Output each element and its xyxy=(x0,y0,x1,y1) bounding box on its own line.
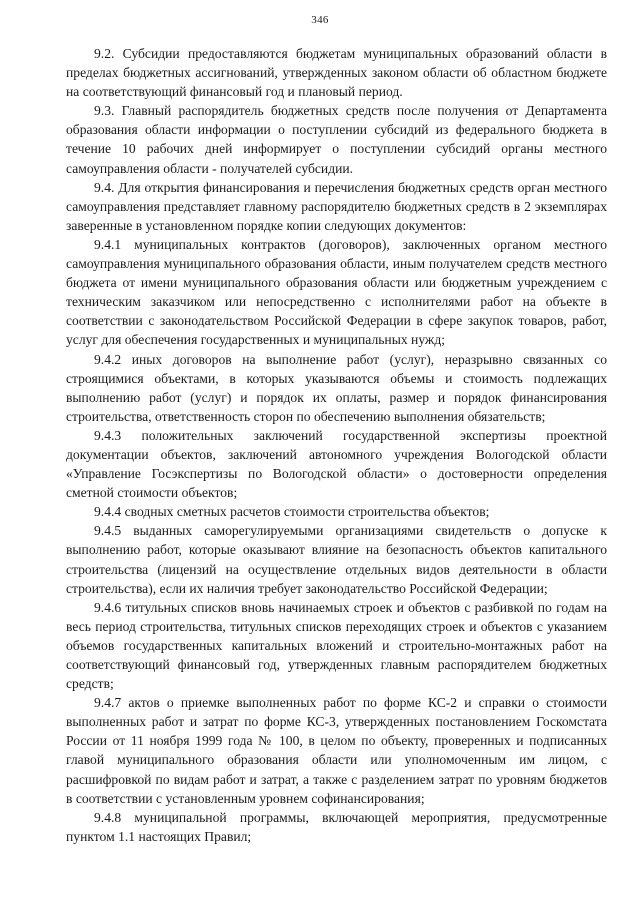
page-number: 346 xyxy=(311,14,329,26)
paragraph-9-4-2: 9.4.2 иных договоров на выполнение работ (услуг), неразрывно связанных со строящимися объектами, в которых указываются объемы и стоимость подлежащих выполнению работ (услуг) и порядок их оплаты, размер и порядок финансирования строительства, ответственность сторон по обеспечению выполнения обязательств; xyxy=(66,351,607,424)
paragraph-9-4-8: 9.4.8 муниципальной программы, включающей мероприятия, предусмотренные пунктом 1.1 настоящих Правил; xyxy=(66,809,607,844)
paragraph-9-4: 9.4. Для открытия финансирования и перечисления бюджетных средств орган местного самоуправления представляет главному распорядителю бюджетных средств в 2 экземплярах заверенные в установленном порядке копии следующих документов: xyxy=(66,179,607,233)
paragraph-9-4-1: 9.4.1 муниципальных контрактов (договоров), заключенных органом местного самоуправления муниципального образования области, иным получателем средств местного бюджета от имени муниципального образования области или бюджетным учреждением с техническим заказчиком или непосредственно с исполнителями работ на объекте в соответствии с законодательством Российской Федерации в сфере закупок товаров, работ, услуг для обеспечения государственных и муниципальных нужд; xyxy=(66,236,607,348)
paragraph-9-4-6: 9.4.6 титульных списков вновь начинаемых строек и объектов с разбивкой по годам на весь период строительства, титульных списков переходящих строек и объектов с указанием объемов государственных капитальных вложений и строительно-монтажных работ на соответствующий финансовый год, утвержденных главным распорядителем бюджетных средств; xyxy=(66,599,607,692)
paragraph-9-4-4: 9.4.4 сводных сметных расчетов стоимости строительства объектов; xyxy=(94,504,490,520)
paragraph-9-4-7: 9.4.7 актов о приемке выполненных работ по форме КС-2 и справки о стоимости выполненных работ и затрат по форме КС-3, утвержденных постановлением Госкомстата России от 11 ноября 1999 года № 100, в целом по объекту, проверенных и подписанных главой муниципального образования области или уполномоченным им лицом, с расшифровкой по видам работ и затрат, а также с разделением затрат по уровням бюджетов в соответствии с установленным уровнем софинансирования; xyxy=(66,695,607,806)
document-body xyxy=(66,44,607,846)
paragraph-9-2: 9.2. Субсидии предоставляются бюджетам муниципальных образований области в пределах бюджетных ассигнований, утвержденных законом области об областном бюджете на соответствующий финансовый год и плановый период. xyxy=(66,46,607,100)
paragraph-9-4-5: 9.4.5 выданных саморегулируемыми организациями свидетельств о допуске к выполнению работ, которые оказывают влияние на безопасность объектов капитального строительства (лицензий на осуществление отдельных видов деятельности в области строительства), если их наличия требует законодательство Российской Федерации; xyxy=(66,523,607,596)
paragraph-9-3: 9.3. Главный распорядитель бюджетных средств после получения от Департамента образования области информации о поступлении субсидий из федерального бюджета в течение 10 рабочих дней информирует о поступлении субсидий органы местного самоуправления области - получателей субсидии. xyxy=(66,103,607,176)
paragraph-9-4-3: 9.4.3 положительных заключений государственной экспертизы проектной документации объектов, заключений автономного учреждения Вологодской области «Управление Госэкспертизы по Вологодской области» о достоверности определения сметной стоимости объектов; xyxy=(66,427,607,501)
